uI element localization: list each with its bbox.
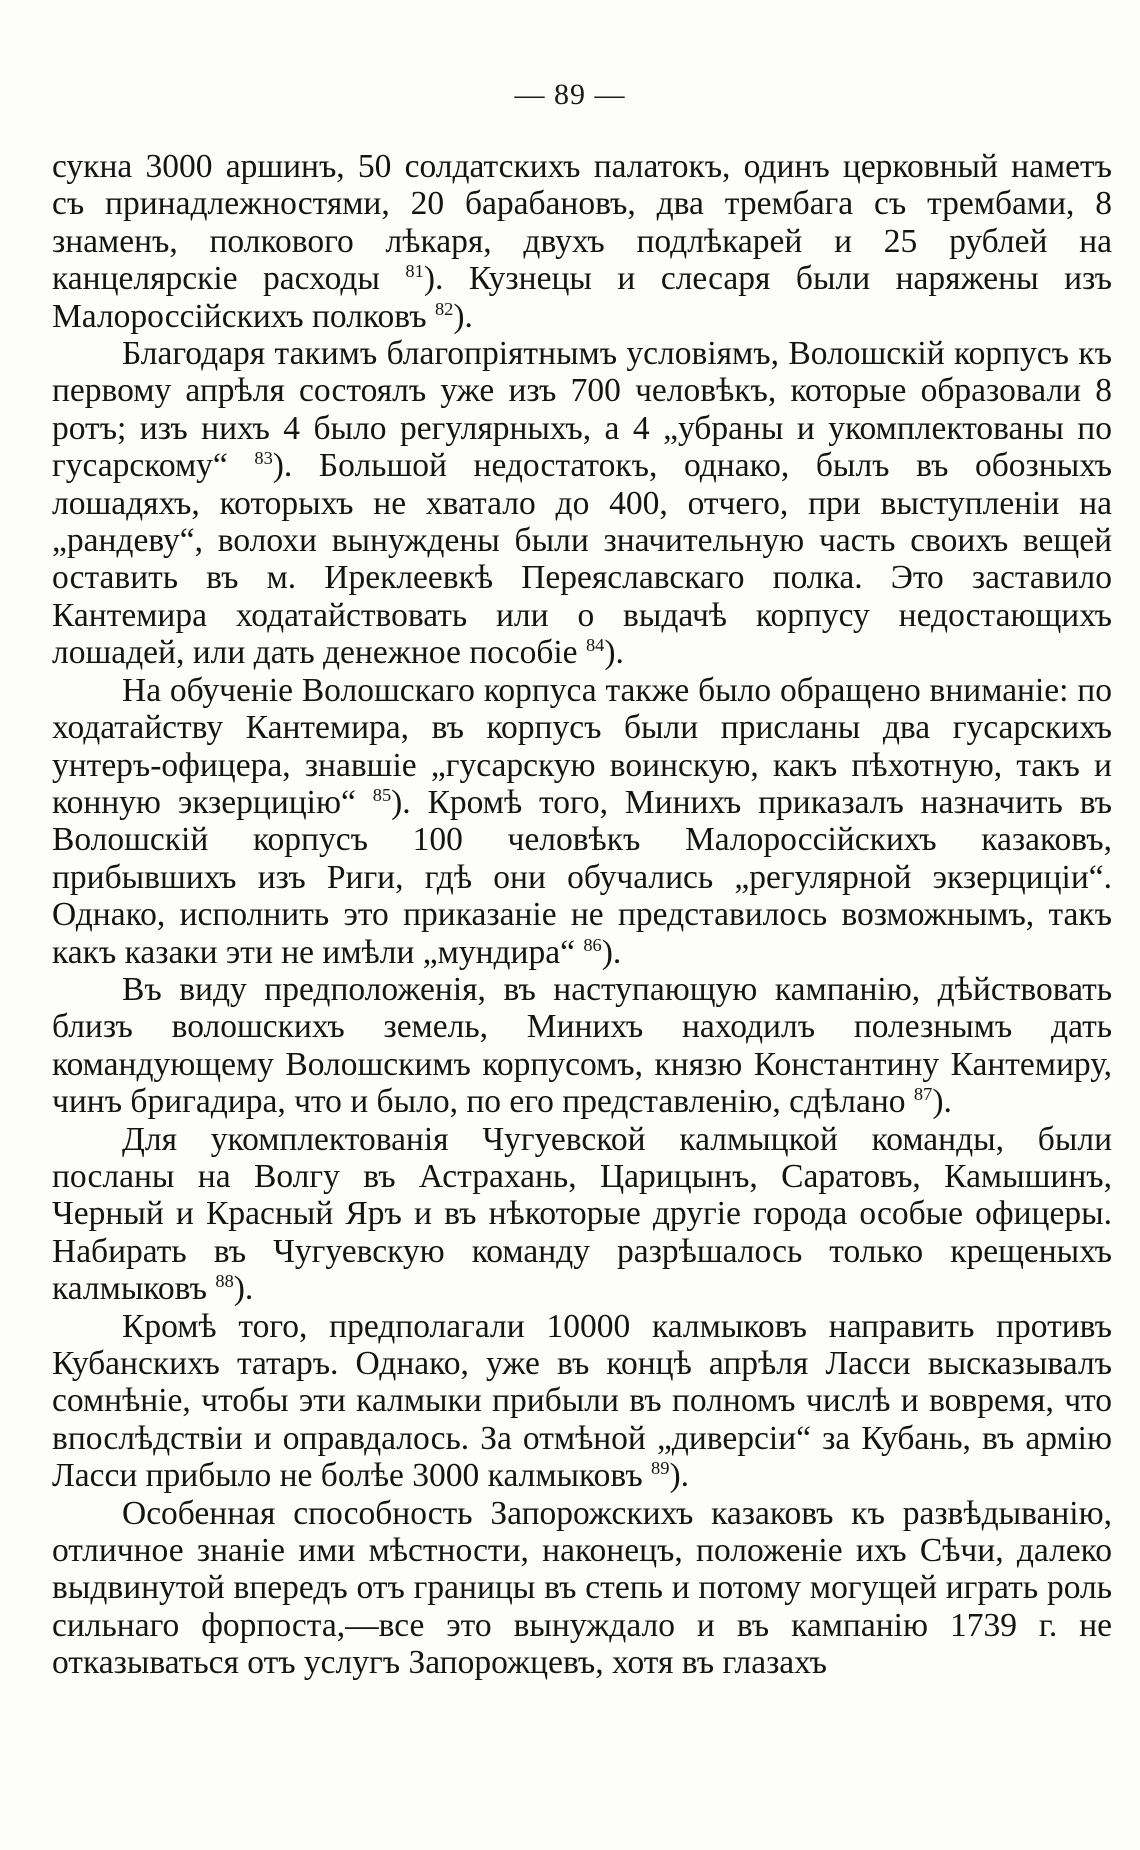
paragraph (52, 672, 1112, 971)
paragraph (52, 971, 1112, 1121)
paragraph-text: ). (932, 1083, 952, 1121)
footnote-marker: 89 (651, 1458, 670, 1479)
footnote-marker: 88 (215, 1271, 234, 1292)
paragraph-text: ). (669, 1457, 689, 1495)
paragraph (52, 1308, 1112, 1495)
footnote-marker: 85 (372, 784, 392, 805)
paragraph-text: Кромѣ того, предполагали 10000 калмыковъ направить противъ Кубанскихъ татаръ. Однако, уже въ концѣ апрѣля Ласси высказывалъ сомнѣніе, чтобы эти калмыки прибыли въ полномъ числѣ и вовремя, что впослѣдствіи и оправдалось. За отмѣной „диверсіи“ за Кубань, въ армію Ласси прибыло не болѣе 3000 калмыковъ (52, 1307, 1112, 1495)
paragraph-text: ). Большой недостатокъ, однако, былъ въ обозныхъ лошадяхъ, которыхъ не хватало до 400, отчего, при выступленіи на „рандеву“, волохи вынуждены были значительную часть своихъ вещей оставить въ м. Иреклеевкѣ Переяславскаго полка. Это заставило Кантемира ходатайствовать или о выдачѣ корпусу недостающихъ лошадей, или дать денежное пособіе (52, 447, 1112, 672)
paragraph-text: ). (604, 634, 624, 672)
paragraph-text: Особенная способность Запорожскихъ казаковъ къ развѣдыванію, отличное знаніе ими мѣстности, наконецъ, положеніе ихъ Сѣчи, далеко выдвинутой впередъ отъ границы въ степь и потому могущей играть роль сильнаго форпоста,—все это вынуждало и въ кампанію 1739 г. не отказываться отъ услугъ Запорожцевъ, хотя въ глазахъ (52, 1494, 1112, 1682)
footnote-marker: 83 (254, 448, 273, 469)
footnote-marker: 86 (583, 934, 602, 955)
footnote-marker: 81 (405, 261, 424, 282)
paragraph-text: ). Кузнецы и слесаря были наряжены изъ Малороссійскихъ полковъ (52, 260, 1112, 335)
body-text (52, 148, 1112, 1682)
footnote-marker: 82 (434, 298, 454, 319)
paragraph-text: ). (233, 1270, 254, 1308)
footnote-marker: 84 (585, 635, 605, 656)
paragraph-text: Для укомплектованія Чугуевской калмыцкой команды, были посланы на Волгу въ Астрахань, Царицынъ, Саратовъ, Камышинъ, Черный и Красный Яръ и въ нѣкоторые другіе города особые офицеры. Набирать въ Чугуевскую команду разрѣшалось только крещеныхъ калмыковъ (52, 1120, 1112, 1308)
paragraph (52, 335, 1112, 672)
paragraph (52, 148, 1112, 335)
paragraph-text: ). Кромѣ того, Минихъ приказалъ назначить въ Волошскій корпусъ 100 человѣкъ Малороссійскихъ казаковъ, прибывшихъ изъ Риги, гдѣ они обучались „регулярной экзерциціи“. Однако, исполнить это приказаніе не представилось возможнымъ, такъ какъ казаки эти не имѣли „мундира“ (52, 783, 1112, 971)
footnote-marker: 87 (913, 1084, 933, 1104)
page-number: — 89 — (514, 78, 626, 111)
paragraph (52, 1121, 1112, 1308)
paragraph-text: ). (601, 933, 622, 971)
paragraph (52, 1495, 1112, 1682)
paragraph-text: Благодаря такимъ благопріятнымъ условіямъ, Волошскій корпусъ къ первому апрѣля состоялъ уже изъ 700 человѣкъ, которые образовали 8 ротъ; изъ нихъ 4 было регулярныхъ, а 4 „убраны и укомплектованы по гусарскому“ (52, 335, 1112, 485)
paragraph-text: сукна 3000 аршинъ, 50 солдатскихъ палатокъ, одинъ церковный наметъ съ принадлежностями, 20 барабановъ, два трембага съ трембами, 8 знаменъ, полкового лѣкаря, двухъ подлѣкарей и 25 рублей на канцелярскіе расходы (52, 148, 1112, 298)
paragraph-text: На обученіе Волошскаго корпуса также было обращено вниманіе: по ходатайству Кантемира, въ корпусъ были присланы два гусарскихъ унтеръ-офицера, знавшіе „гусарскую воинскую, какъ пѣхотную, такъ и конную экзерцицію“ (52, 671, 1112, 821)
paragraph-text: ). (453, 297, 473, 335)
paragraph-text: Въ виду предположенія, въ наступающую кампанію, дѣйствовать близъ волошскихъ земель, Минихъ находилъ полезнымъ дать командующему Волошскимъ корпусомъ, князю Константину Кантемиру, чинъ бригадира, что и было, по его представленію, сдѣлано (52, 970, 1112, 1121)
